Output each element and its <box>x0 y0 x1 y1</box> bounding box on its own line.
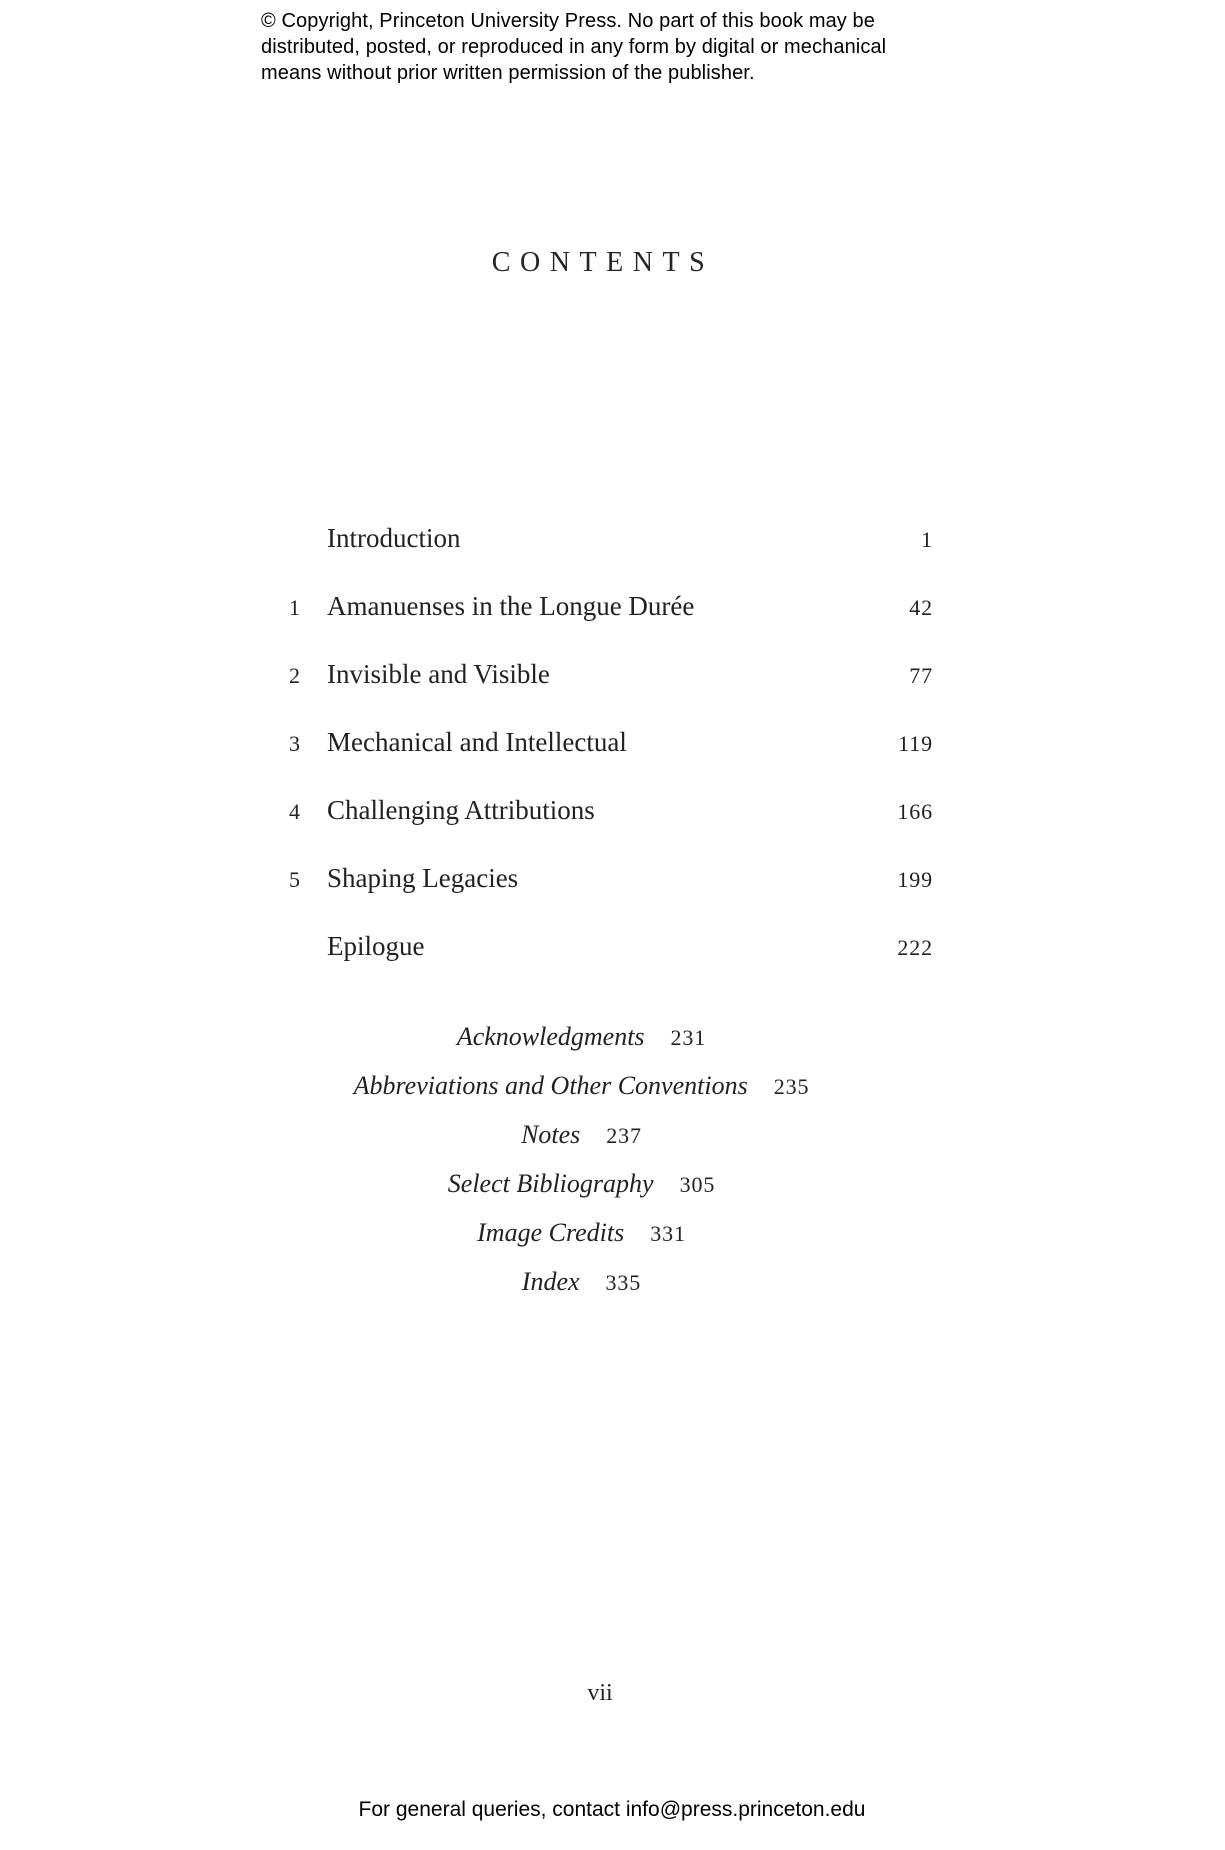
page-title: CONTENTS <box>491 247 715 278</box>
toc-entry-chapter-2 <box>230 658 933 692</box>
backmatter-title: Select Bibliography <box>447 1169 654 1198</box>
copyright-line: © Copyright, Princeton University Press. No part of this book may be <box>261 10 876 32</box>
page-number: 1 <box>921 527 933 552</box>
chapter-title: Invisible and Visible <box>327 659 550 689</box>
page-number: 235 <box>773 1074 810 1099</box>
backmatter-title: Abbreviations and Other Conventions <box>353 1071 748 1100</box>
footer-contact-line: For general queries, contact info@press.princeton.edu <box>358 1798 866 1821</box>
chapter-number: 1 <box>289 595 300 620</box>
page-number: 119 <box>898 731 933 756</box>
toc-entry-chapter-3 <box>230 726 933 760</box>
page-number: 231 <box>670 1025 707 1050</box>
chapter-title: Epilogue <box>327 931 425 961</box>
backmatter-title: Image Credits <box>477 1218 625 1247</box>
page-number: 166 <box>897 799 933 824</box>
page-number: 335 <box>605 1270 642 1295</box>
chapter-number: 4 <box>289 799 300 824</box>
backmatter-title: Acknowledgments <box>456 1022 645 1051</box>
toc-entry-introduction <box>230 522 933 556</box>
backmatter-title: Notes <box>521 1120 581 1149</box>
backmatter-title: Index <box>521 1267 580 1296</box>
chapter-title: Introduction <box>327 523 461 553</box>
page-number: 331 <box>650 1221 686 1246</box>
page-number: 305 <box>679 1172 716 1197</box>
page-number: 77 <box>909 663 933 688</box>
copyright-notice <box>261 8 886 86</box>
backmatter-entry-abbreviations <box>230 1070 933 1102</box>
toc-entry-epilogue <box>230 930 933 964</box>
toc-entry-chapter-5 <box>230 862 933 896</box>
chapter-title: Challenging Attributions <box>327 795 595 825</box>
backmatter-entry-notes <box>230 1119 933 1151</box>
page-number: 222 <box>897 935 933 960</box>
chapter-title: Amanuenses in the Longue Durée <box>327 591 695 621</box>
backmatter-entry-acknowledgments <box>230 1021 933 1053</box>
backmatter-entry-index <box>230 1266 933 1298</box>
page-number: 237 <box>606 1123 642 1148</box>
chapter-number: 5 <box>289 867 300 892</box>
chapter-number: 3 <box>289 731 300 756</box>
toc-entry-chapter-4 <box>230 794 933 828</box>
backmatter-entry-bibliography <box>230 1168 933 1200</box>
folio-page-number: vii <box>587 1680 613 1706</box>
backmatter-entry-image-credits <box>230 1217 933 1249</box>
chapter-title: Shaping Legacies <box>327 863 519 893</box>
chapter-number: 2 <box>289 663 300 688</box>
toc-entry-chapter-1 <box>230 590 933 624</box>
page-number: 42 <box>909 595 933 620</box>
chapter-title: Mechanical and Intellectual <box>327 727 627 757</box>
copyright-line: distributed, posted, or reproduced in any form by digital or mechanical <box>261 36 887 58</box>
page-number: 199 <box>897 867 933 892</box>
copyright-line: means without prior written permission of the publisher. <box>261 62 755 84</box>
